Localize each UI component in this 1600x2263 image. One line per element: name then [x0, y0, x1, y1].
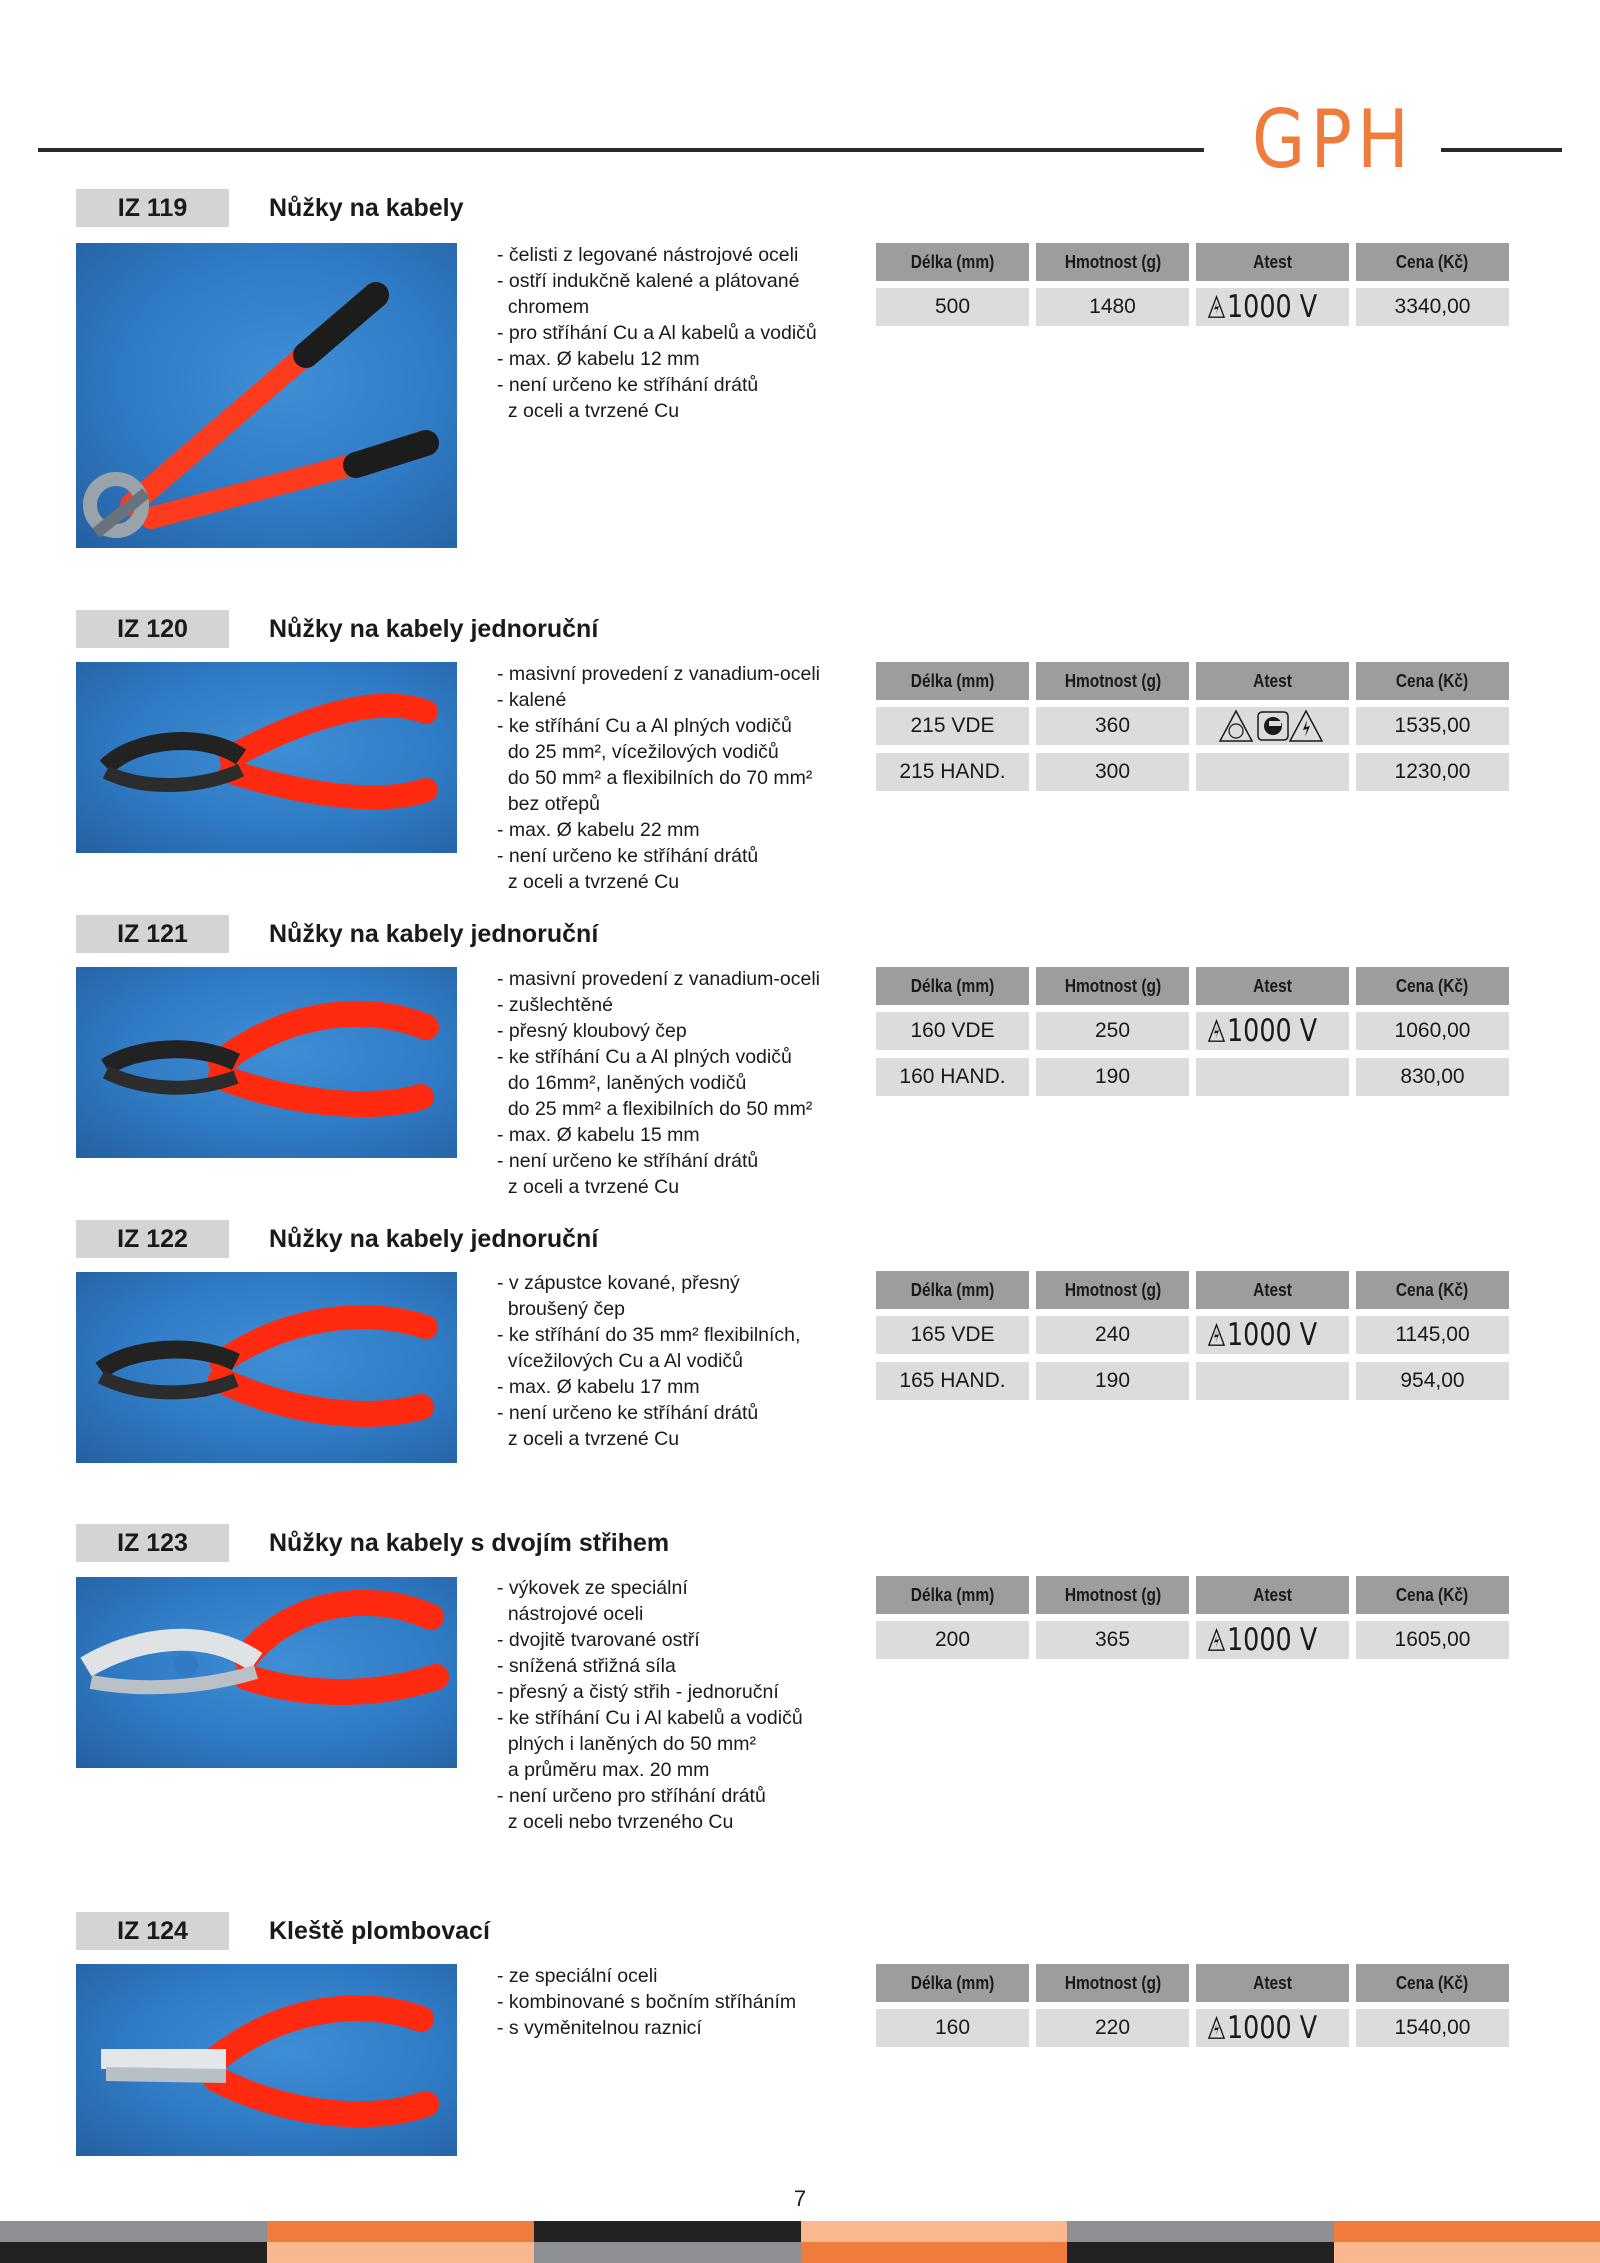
footer-stripe: [1334, 2242, 1600, 2263]
footer-stripe: [0, 2242, 267, 2263]
desc-line: - ke stříhání do 35 mm² flexibilních,: [497, 1324, 801, 1346]
cell-price: 1540,00: [1356, 2009, 1509, 2047]
product-photo: [76, 243, 457, 548]
cell-atest: 1000 V: [1196, 1621, 1349, 1659]
footer-stripe: [1067, 2221, 1334, 2242]
desc-line: - ke stříhání Cu a Al plných vodičů: [497, 1046, 792, 1068]
voltage-warning-icon: [1208, 1323, 1225, 1347]
product-photo: [76, 1272, 457, 1463]
product-photo: [76, 1577, 457, 1768]
product-code: IZ 122: [76, 1220, 229, 1258]
cell-weight: 190: [1036, 1058, 1189, 1096]
header-weight: Hmotnost (g): [1036, 1271, 1189, 1309]
desc-line: chromem: [497, 296, 590, 318]
desc-line: bez otřepů: [497, 793, 600, 815]
header-atest: Atest: [1196, 243, 1349, 281]
product-code: IZ 123: [76, 1524, 229, 1562]
desc-line: - zušlechtěné: [497, 994, 613, 1016]
desc-line: do 16mm², laněných vodičů: [497, 1072, 747, 1094]
cell-length: 215 VDE: [876, 707, 1029, 745]
product-title: Kleště plombovací: [269, 1917, 490, 1945]
footer-stripe: [801, 2221, 1067, 2242]
product-photo: [76, 967, 457, 1158]
header-price: Cena (Kč): [1356, 1964, 1509, 2002]
desc-line: broušený čep: [497, 1298, 625, 1320]
desc-line: - přesný a čistý střih - jednoruční: [497, 1681, 779, 1703]
desc-line: z oceli nebo tvrzeného Cu: [497, 1811, 734, 1833]
cell-weight: 365: [1036, 1621, 1189, 1659]
header-weight: Hmotnost (g): [1036, 1964, 1189, 2002]
voltage-warning-icon: [1208, 2016, 1225, 2040]
product-photo: [76, 662, 457, 853]
cell-atest: 1000 V: [1196, 288, 1349, 326]
table-row: [876, 1012, 1510, 1050]
desc-line: z oceli a tvrzené Cu: [497, 871, 680, 893]
desc-line: z oceli a tvrzené Cu: [497, 400, 680, 422]
cell-price: 1535,00: [1356, 707, 1509, 745]
cell-atest: [1196, 1058, 1349, 1096]
cell-price: 3340,00: [1356, 288, 1509, 326]
spec-table-header: [876, 243, 1510, 281]
cell-length: 160 VDE: [876, 1012, 1029, 1050]
cell-weight: 190: [1036, 1362, 1189, 1400]
header-atest: Atest: [1196, 662, 1349, 700]
cell-atest: [1196, 707, 1349, 745]
table-row: [876, 2009, 1510, 2047]
desc-line: - v zápustce kované, přesný: [497, 1272, 740, 1294]
header-length: Délka (mm): [876, 1576, 1029, 1614]
spec-table: [876, 1576, 1510, 1667]
spec-table-header: [876, 967, 1510, 1005]
desc-line: - není určeno ke stříhání drátů: [497, 1402, 759, 1424]
desc-line: - snížená střižná síla: [497, 1655, 676, 1677]
header-weight: Hmotnost (g): [1036, 967, 1189, 1005]
product-code: IZ 124: [76, 1912, 229, 1950]
header-price: Cena (Kč): [1356, 967, 1509, 1005]
cell-weight: 360: [1036, 707, 1189, 745]
product-code: IZ 120: [76, 610, 229, 648]
desc-line: - max. Ø kabelu 12 mm: [497, 348, 700, 370]
desc-line: - není určeno pro stříhání drátů: [497, 1785, 766, 1807]
product-title: Nůžky na kabely jednoruční: [269, 920, 599, 948]
cell-length: 165 VDE: [876, 1316, 1029, 1354]
header-price: Cena (Kč): [1356, 243, 1509, 281]
product-title: Nůžky na kabely: [269, 194, 464, 222]
desc-line: - ke stříhání Cu a Al plných vodičů: [497, 715, 792, 737]
header-atest: Atest: [1196, 967, 1349, 1005]
product-description: [497, 1575, 867, 1835]
header-price: Cena (Kč): [1356, 1576, 1509, 1614]
table-row: [876, 288, 1510, 326]
footer-stripe: [1334, 2221, 1600, 2242]
certification-marks-icon: [1218, 708, 1328, 744]
desc-line: - přesný kloubový čep: [497, 1020, 687, 1042]
voltage-warning-icon: [1208, 295, 1225, 319]
brand-logo: GPH: [1252, 93, 1415, 186]
cell-weight: 220: [1036, 2009, 1189, 2047]
table-row: [876, 1058, 1510, 1096]
cell-price: 954,00: [1356, 1362, 1509, 1400]
desc-line: - max. Ø kabelu 22 mm: [497, 819, 700, 841]
cell-price: 1230,00: [1356, 753, 1509, 791]
desc-line: a průměru max. 20 mm: [497, 1759, 710, 1781]
product-code: IZ 119: [76, 189, 229, 227]
voltage-warning-icon: [1208, 1019, 1225, 1043]
desc-line: nástrojové oceli: [497, 1603, 644, 1625]
desc-line: - ostří indukčně kalené a plátované: [497, 270, 800, 292]
desc-line: - masivní provedení z vanadium-oceli: [497, 663, 820, 685]
footer-stripe: [534, 2242, 801, 2263]
voltage-warning-icon: [1208, 1628, 1225, 1652]
footer-stripe: [0, 2221, 267, 2242]
cell-length: 200: [876, 1621, 1029, 1659]
cell-price: 830,00: [1356, 1058, 1509, 1096]
header-weight: Hmotnost (g): [1036, 662, 1189, 700]
cell-price: 1145,00: [1356, 1316, 1509, 1354]
spec-table: [876, 243, 1510, 334]
page-number: 7: [793, 2186, 807, 2211]
desc-line: z oceli a tvrzené Cu: [497, 1428, 680, 1450]
desc-line: - max. Ø kabelu 15 mm: [497, 1124, 700, 1146]
product-description: [497, 1963, 867, 2041]
header-length: Délka (mm): [876, 1964, 1029, 2002]
header-length: Délka (mm): [876, 1271, 1029, 1309]
desc-line: - není určeno ke stříhání drátů: [497, 845, 759, 867]
desc-line: - kalené: [497, 689, 567, 711]
cell-atest: [1196, 1362, 1349, 1400]
desc-line: - není určeno ke stříhání drátů: [497, 374, 759, 396]
cell-weight: 1480: [1036, 288, 1189, 326]
desc-line: do 25 mm² a flexibilních do 50 mm²: [497, 1098, 813, 1120]
footer-stripe: [267, 2242, 534, 2263]
header-length: Délka (mm): [876, 243, 1029, 281]
cell-atest: 1000 V: [1196, 1012, 1349, 1050]
footer-stripe: [267, 2221, 534, 2242]
cell-atest: 1000 V: [1196, 1316, 1349, 1354]
table-row: [876, 707, 1510, 745]
header-weight: Hmotnost (g): [1036, 243, 1189, 281]
desc-line: - pro stříhání Cu a Al kabelů a vodičů: [497, 322, 817, 344]
product-title: Nůžky na kabely jednoruční: [269, 615, 599, 643]
header-length: Délka (mm): [876, 662, 1029, 700]
desc-line: plných i laněných do 50 mm²: [497, 1733, 757, 1755]
header-rule-right: [1441, 148, 1562, 152]
cell-weight: 240: [1036, 1316, 1189, 1354]
cell-atest: [1196, 753, 1349, 791]
spec-table: [876, 662, 1510, 799]
cell-length: 215 HAND.: [876, 753, 1029, 791]
table-row: [876, 1621, 1510, 1659]
cell-weight: 250: [1036, 1012, 1189, 1050]
table-row: [876, 1316, 1510, 1354]
product-description: [497, 966, 867, 1200]
cell-weight: 300: [1036, 753, 1189, 791]
desc-line: do 50 mm² a flexibilních do 70 mm²: [497, 767, 813, 789]
spec-table: [876, 967, 1510, 1104]
cell-length: 160 HAND.: [876, 1058, 1029, 1096]
cell-price: 1605,00: [1356, 1621, 1509, 1659]
header-weight: Hmotnost (g): [1036, 1576, 1189, 1614]
desc-line: z oceli a tvrzené Cu: [497, 1176, 680, 1198]
desc-line: - ke stříhání Cu i Al kabelů a vodičů: [497, 1707, 803, 1729]
desc-line: - masivní provedení z vanadium-oceli: [497, 968, 820, 990]
desc-line: do 25 mm², vícežilových vodičů: [497, 741, 779, 763]
footer-stripe: [1067, 2242, 1334, 2263]
desc-line: - čelisti z legované nástrojové oceli: [497, 244, 799, 266]
spec-table-header: [876, 1271, 1510, 1309]
desc-line: - dvojitě tvarované ostří: [497, 1629, 700, 1651]
header-rule-left: [38, 148, 1204, 152]
header-price: Cena (Kč): [1356, 1271, 1509, 1309]
footer-stripe: [534, 2221, 801, 2242]
product-code: IZ 121: [76, 915, 229, 953]
footer-stripe: [801, 2242, 1067, 2263]
spec-table-header: [876, 662, 1510, 700]
desc-line: - max. Ø kabelu 17 mm: [497, 1376, 700, 1398]
product-description: [497, 661, 867, 895]
spec-table: [876, 1964, 1510, 2055]
desc-line: vícežilových Cu a Al vodičů: [497, 1350, 744, 1372]
table-row: [876, 1362, 1510, 1400]
desc-line: - kombinované s bočním stříháním: [497, 1991, 797, 2013]
product-description: [497, 242, 867, 424]
table-row: [876, 753, 1510, 791]
spec-table-header: [876, 1576, 1510, 1614]
header-atest: Atest: [1196, 1576, 1349, 1614]
header-price: Cena (Kč): [1356, 662, 1509, 700]
cell-length: 160: [876, 2009, 1029, 2047]
desc-line: - není určeno ke stříhání drátů: [497, 1150, 759, 1172]
product-title: Nůžky na kabely s dvojím střihem: [269, 1529, 670, 1557]
product-photo: [76, 1964, 457, 2156]
header-length: Délka (mm): [876, 967, 1029, 1005]
cell-length: 500: [876, 288, 1029, 326]
spec-table-header: [876, 1964, 1510, 2002]
desc-line: - s vyměnitelnou raznicí: [497, 2017, 702, 2039]
header-atest: Atest: [1196, 1271, 1349, 1309]
product-description: [497, 1270, 867, 1452]
cell-atest: 1000 V: [1196, 2009, 1349, 2047]
cell-price: 1060,00: [1356, 1012, 1509, 1050]
cell-length: 165 HAND.: [876, 1362, 1029, 1400]
product-title: Nůžky na kabely jednoruční: [269, 1225, 599, 1253]
desc-line: - ze speciální oceli: [497, 1965, 658, 1987]
header-atest: Atest: [1196, 1964, 1349, 2002]
spec-table: [876, 1271, 1510, 1408]
desc-line: - výkovek ze speciální: [497, 1577, 688, 1599]
